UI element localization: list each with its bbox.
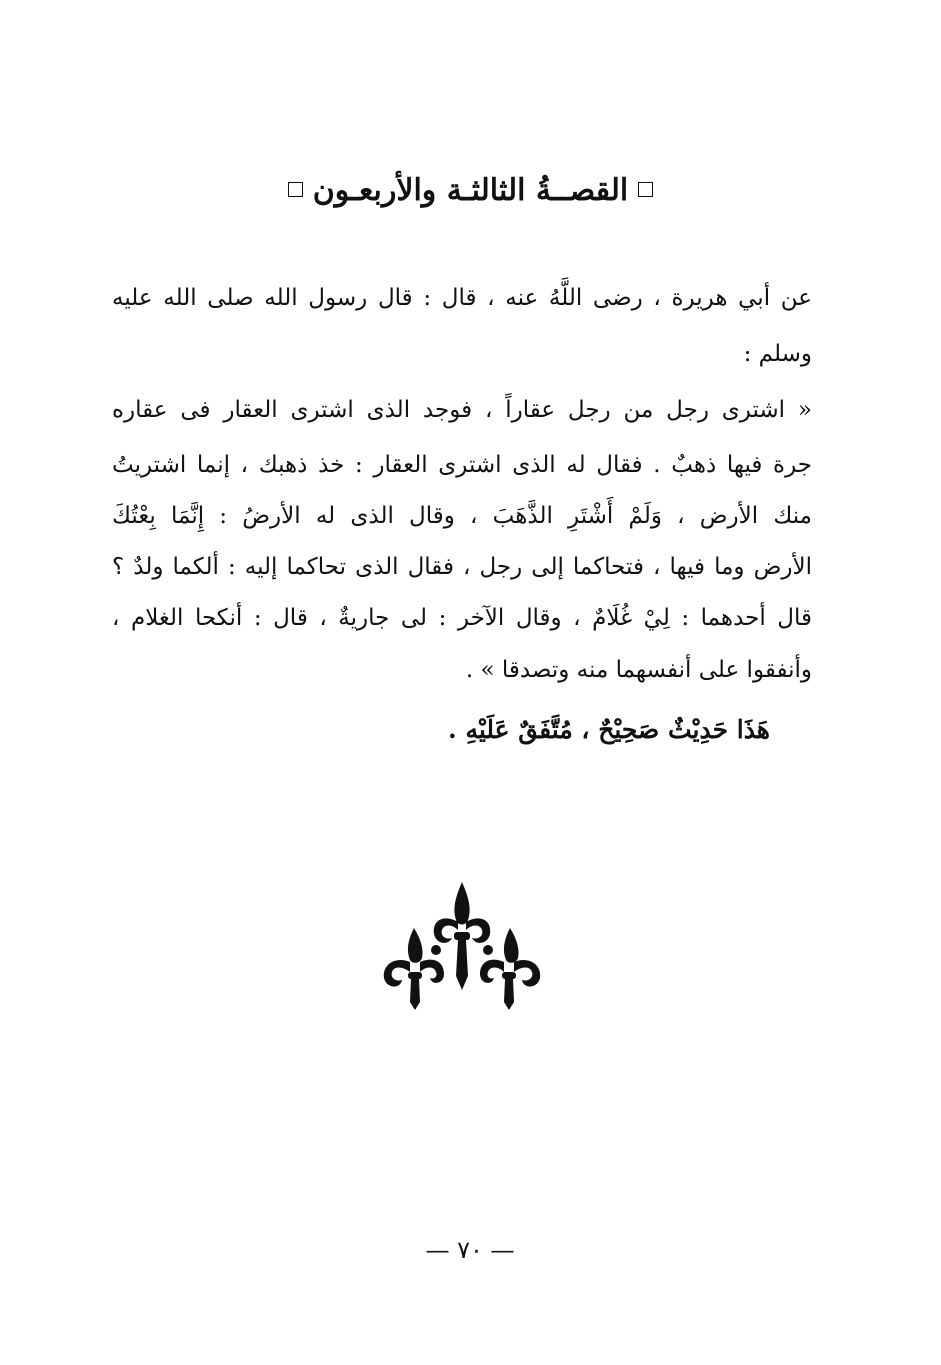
fleur-de-lis-ornament-icon [374,878,550,1012]
hadith-grading: هَذَا حَدِيْثٌ صَحِيْحٌ ، مُتَّفَقٌ عَلَيْهِ . [448,715,770,744]
page-number: — ٧٠ — [425,1236,515,1264]
text-line: الأرض وما فيها ، فتحاكما إلى رجل ، فقال الذى تحاكما إليه : ألكما ولدٌ ؟ [112,554,812,580]
story-title-text: القصــةُ الثالثـة والأربعـون [312,173,629,208]
text-line: منك الأرض ، وَلَمْ أَشْتَرِ الذَّهَبَ ، وقال الذى له الأرضُ : إِنَّمَا بِعْتُكَ [112,503,812,529]
text-line: عن أبي هريرة ، رضى اللَّهُ عنه ، قال : قال رسول الله صلى الله عليه [112,285,812,311]
text-line: « اشترى رجل من رجل عقاراً ، فوجد الذى اشترى العقار فى عقاره [112,397,812,423]
text-line: وسلم : [743,341,812,367]
square-bullet-icon [638,182,653,197]
story-title [200,168,741,214]
square-bullet-icon [288,182,303,197]
text-line: قال أحدهما : لِيْ غُلَامٌ ، وقال الآخر : لى جاريةٌ ، قال : أنكحا الغلام ، [112,605,812,631]
text-line: جرة فيها ذهبٌ . فقال له الذى اشترى العقار : خذ ذهبك ، إنما اشتريتُ [112,452,812,478]
text-line: وأنفقوا على أنفسهما منه وتصدقا » . [465,657,812,683]
